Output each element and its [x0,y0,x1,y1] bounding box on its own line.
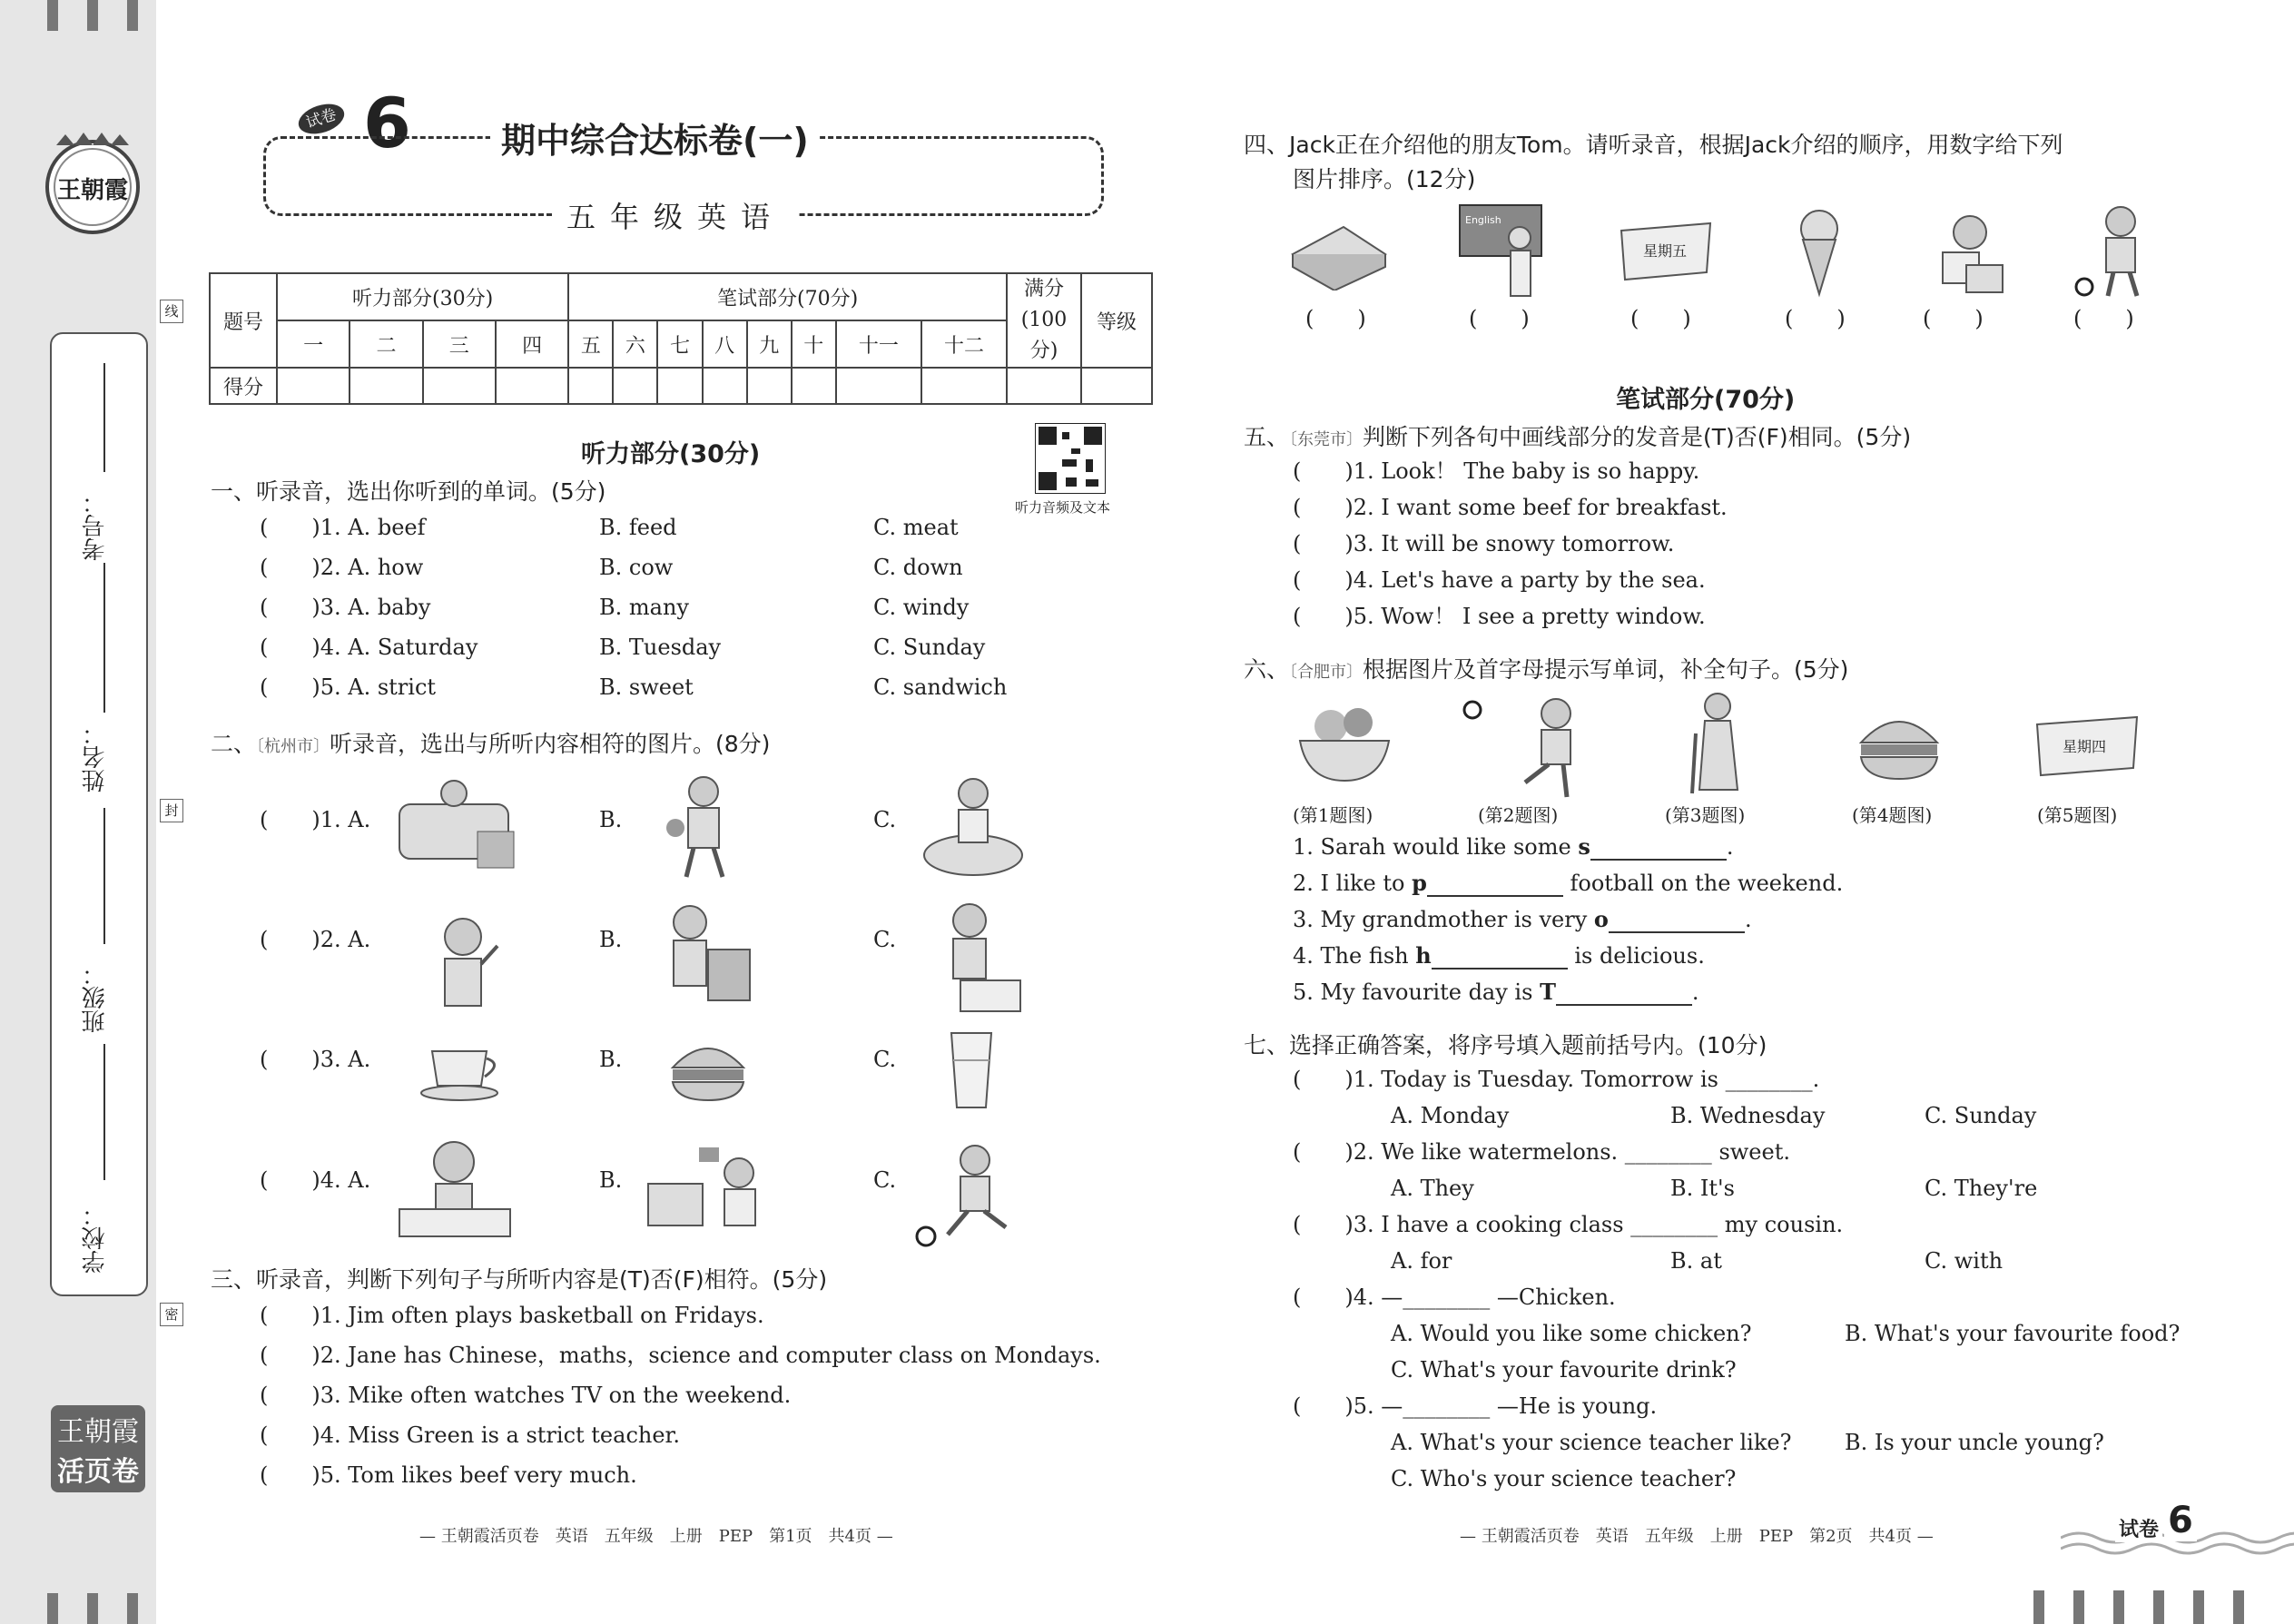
list-item: 1. Sarah would like some s . [1293,833,1734,860]
score-table [209,272,1153,405]
options: A. Monday B. Wednesday C. Sunday [1391,1103,2037,1128]
table-header: 听力部分(30分) [277,273,568,320]
hamburger-image-2 [1856,704,1943,784]
corner-label: 试卷 [2115,1514,2162,1542]
list-item: 2. I like to p football on the weekend. [1293,870,1844,896]
score-entry[interactable] [792,368,836,404]
question: ( )5. —________ —He is young. [1293,1393,1658,1419]
svg-text:王朝霞: 王朝霞 [56,177,129,204]
table-cell: 十二 [921,320,1007,368]
qr-code-icon[interactable] [1035,423,1106,494]
list-item: ( )2. Jane has Chinese，maths，science and computer class on Mondays. [260,1343,1101,1368]
tick-mark [87,1593,98,1624]
tick-mark [2033,1590,2044,1624]
name-label: 姓名： [82,722,109,792]
tick-mark [87,0,98,31]
options: C. What's your favourite drink? [1391,1357,1737,1383]
s2-q2-b: B. [599,927,623,952]
student-info-box [50,332,148,1296]
friday-calendar-image [1616,220,1716,283]
table-cell: 二 [350,320,422,368]
section-6-list [1293,833,1843,1015]
listening-title: 听力部分(30分) [581,440,761,468]
score-entry[interactable] [423,368,496,404]
table-cell: 三 [423,320,496,368]
table-cell: 八 [703,320,747,368]
list-item: ( )3. It will be snowy tomorrow. [1293,531,1675,556]
s2-q1-b: B. [599,807,623,832]
score-entry[interactable] [703,368,747,404]
list-item: ( )1. Look！ The baby is so happy. [1293,458,1700,484]
caption-4: (第4题图) [1852,804,1933,826]
cut-mark: 密 [160,1303,183,1326]
order-blank-2[interactable]: ( ) [1469,306,1530,331]
section-3-list [260,1302,1101,1501]
tick-mark [47,0,58,31]
list-item: ( )2. I want some beef for breakfast. [1293,495,1728,520]
boy-on-sofa-image [390,768,531,877]
table-cell: 得分 [210,368,277,404]
score-entry[interactable] [921,368,1007,404]
section-3-title: 三、听录音，判断下列句子与所听内容是(T)否(F)相符。(5分) [211,1266,828,1293]
list-item: 5. My favourite day is T . [1293,979,1699,1005]
section-4-title-line2: 图片排序。(12分) [1293,166,1476,192]
cup-of-tea-image [418,1042,508,1106]
s2-q4-b: B. [599,1167,623,1193]
section-5-title: 五、〔东莞市〕判断下列各句中画线部分的发音是(T)否(F)相同。(5分) [1244,424,1912,450]
paper-sticker: 试卷 [295,99,349,140]
question: ( )2. We like watermelons. ________ sweet. [1293,1139,1790,1165]
section-1-list [260,514,1077,714]
section-7-list [1293,1066,2200,1501]
score-entry[interactable] [350,368,422,404]
table-cell: 九 [747,320,792,368]
list-item: ( )2. A. how B. cow C. down [260,555,963,580]
boy-kicking-ball-image [1462,692,1589,801]
boy-washing-clothes-image [917,772,1030,885]
paper-number: 6 [363,83,411,163]
svg-text:English: English [1465,214,1501,226]
order-blank-4[interactable]: ( ) [1785,306,1846,331]
s2-q4: ( )4. A. [260,1167,371,1193]
cut-mark: 线 [160,300,183,323]
table-cell: 六 [613,320,657,368]
score-entry[interactable] [657,368,702,404]
girl-reading-at-desk-image [390,1135,517,1242]
s2-q1-c: C. [873,807,897,832]
ice-cream-image [1792,207,1846,298]
grandpa-cooking-image [924,897,1029,1015]
table-cell: 七 [657,320,702,368]
table-cell: 一 [277,320,350,368]
tick-mark [47,1593,58,1624]
brand-badge: 王朝霞 活页卷 [51,1405,145,1492]
glass-of-water-image [944,1028,999,1114]
salad-bowl-image [1295,699,1394,785]
tick-mark [2193,1590,2204,1624]
s2-q2: ( )2. A. [260,927,371,952]
list-item: ( )4. Let's have a party by the sea. [1293,567,1706,593]
options: A. for B. at C. with [1391,1248,2004,1274]
table-cell: 四 [496,320,568,368]
options: A. Would you like some chicken? B. What's your favourite food? [1391,1321,2181,1346]
order-blank-3[interactable]: ( ) [1630,306,1691,331]
tick-mark [2073,1590,2084,1624]
table-header: 等级 [1081,273,1152,368]
options: A. What's your science teacher like? B. Is your uncle young? [1391,1430,2104,1455]
section-5-list [1293,458,1728,639]
svg-text:星期四: 星期四 [2063,738,2107,755]
section-7-title: 七、选择正确答案，将序号填入题前括号内。(10分) [1244,1032,1767,1058]
score-entry[interactable] [496,368,568,404]
boy-playing-football-image [2072,202,2162,301]
page-title: 期中综合达标卷(一) [490,113,820,162]
page-subtitle: 五年级英语 [554,194,797,236]
list-item: ( )5. A. strict B. sweet C. sandwich [260,674,1008,700]
section-6-title: 六、〔合肥市〕根据图片及首字母提示写单词，补全句子。(5分) [1244,656,1849,683]
tick-mark [2113,1590,2124,1624]
list-item: ( )1. Jim often plays basketball on Fridays. [260,1303,764,1328]
order-blank-1[interactable]: ( ) [1305,306,1366,331]
boy-playing-basketball-image [654,772,753,881]
score-entry[interactable] [747,368,792,404]
list-item: ( )3. A. baby B. many C. windy [260,595,970,620]
options: C. Who's your science teacher? [1391,1466,1737,1491]
cut-mark: 封 [160,799,183,822]
caption-2: (第2题图) [1478,804,1559,826]
score-entry[interactable] [613,368,657,404]
fill-blank[interactable] [1590,839,1727,861]
list-item: ( )5. Wow！ I see a pretty window. [1293,604,1706,629]
section-2-title: 二、〔杭州市〕听录音，选出与所听内容相符的图片。(8分) [211,731,771,757]
name-line [103,563,105,713]
table-header: 题号 [210,273,277,368]
score-entry[interactable] [1081,368,1152,404]
tick-mark [2233,1590,2244,1624]
footer-left: — 王朝霞活页卷 英语 五年级 上册 PEP 第1页 共4页 — [419,1527,893,1546]
fill-blank[interactable] [1432,948,1568,969]
table-cell: 十 [792,320,836,368]
old-woman-image [1687,688,1750,797]
corner-number: 6 [2164,1500,2197,1541]
school-line [103,1044,105,1180]
girl-cleaning-bedroom-image [645,1142,772,1242]
order-blank-5[interactable]: ( ) [1923,306,1984,331]
hamburger-image [667,1033,749,1106]
question: ( )3. I have a cooking class ________ my cousin. [1293,1212,1844,1237]
table-cell: 十一 [836,320,921,368]
fill-blank[interactable] [1556,984,1692,1006]
tick-mark [127,0,138,31]
section-1-title: 一、听录音，选出你听到的单词。(5分) [211,478,606,505]
list-item: ( )3. Mike often watches TV on the weekend. [260,1383,792,1408]
list-item: 3. My grandmother is very o . [1293,906,1752,932]
score-entry[interactable] [277,368,350,404]
qr-caption: 听力音频及文本 [1015,499,1111,516]
written-title: 笔试部分(70分) [1616,386,1796,414]
table-cell: 五 [568,320,613,368]
fill-blank[interactable] [1609,911,1745,933]
list-item: ( )4. A. Saturday B. Tuesday C. Sunday [260,635,986,660]
score-entry[interactable] [568,368,613,404]
sandwich-image [1289,218,1389,290]
order-blank-6[interactable]: ( ) [2073,306,2134,331]
thursday-calendar-image [2032,714,2142,779]
caption-1: (第1题图) [1293,804,1373,826]
table-header: 满分 (100分) [1007,273,1081,368]
options: A. They B. It's C. They're [1391,1176,2038,1201]
list-item: ( )4. Miss Green is a strict teacher. [260,1422,681,1448]
tick-mark [2153,1590,2164,1624]
question: ( )4. —________ —Chicken. [1293,1284,1616,1310]
boy-brushing-teeth-image [418,910,508,1014]
boy-reading-image [1925,211,2015,301]
s2-q1: ( )1. A. [260,807,371,832]
table-header: 笔试部分(70分) [568,273,1007,320]
class-label: 班级： [82,962,109,1033]
s2-q3-c: C. [873,1047,897,1072]
school-label: 学校： [82,1203,109,1274]
s2-q4-c: C. [873,1167,897,1193]
svg-text:星期五: 星期五 [1643,242,1688,260]
girl-playing-football-image [908,1137,1035,1250]
footer-right: — 王朝霞活页卷 英语 五年级 上册 PEP 第2页 共4页 — [1460,1527,1934,1546]
list-item: 4. The fish h is delicious. [1293,942,1705,969]
caption-3: (第3题图) [1665,804,1746,826]
exam-no-label: 考号： [82,490,109,561]
s2-q3-b: B. [599,1047,623,1072]
class-line [103,808,105,944]
tick-mark [127,1593,138,1624]
list-item: ( )1. A. beef B. feed C. meat [260,515,959,540]
fill-blank[interactable] [1427,875,1563,897]
girl-cooking-image [654,899,758,1012]
s2-q2-c: C. [873,927,897,952]
section-4-title: 四、Jack正在介绍他的朋友Tom。请听录音，根据Jack介绍的顺序，用数字给下列 [1244,132,2063,158]
score-entry[interactable] [1007,368,1081,404]
s2-q3: ( )3. A. [260,1047,371,1072]
caption-5: (第5题图) [2037,804,2118,826]
exam-no-line [103,363,105,472]
brand-seal-logo [38,127,147,241]
question: ( )1. Today is Tuesday. Tomorrow is ________. [1293,1067,1820,1092]
score-entry[interactable] [836,368,921,404]
english-teacher-image [1456,202,1552,301]
list-item: ( )5. Tom likes beef very much. [260,1462,637,1488]
